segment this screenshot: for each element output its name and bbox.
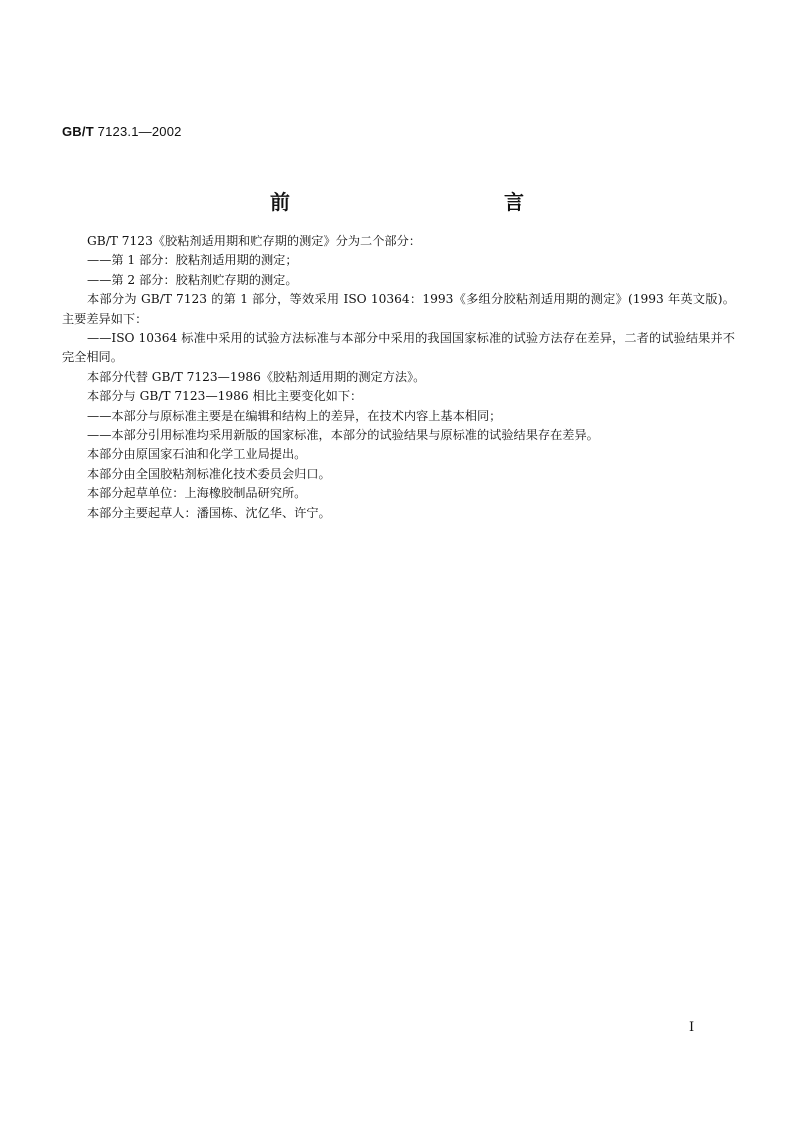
- paragraph-replaces: 本部分代替 GB/T 7123—1986《胶粘剂适用期的测定方法》。: [87, 369, 426, 384]
- standard-prefix: GB/T: [62, 124, 94, 139]
- standard-number: 7123.1—2002: [97, 124, 182, 139]
- paragraph-difference: ——ISO 10364 标准中采用的试验方法标准与本部分中采用的我国国家标准的试验方法存在差异，二者的试验结果并不完全相同。: [62, 331, 735, 365]
- page-title: 前 言: [270, 190, 582, 214]
- paragraph-part-1: ——第 1 部分：胶粘剂适用期的测定；: [87, 253, 298, 268]
- paragraph-changes-intro: 本部分与 GB/T 7123—1986 相比主要变化如下：: [87, 389, 363, 404]
- paragraph-drafters: 本部分主要起草人：潘国栋、沈亿华、许宁。: [87, 505, 331, 520]
- paragraph-parts-intro: GB/T 7123《胶粘剂适用期和贮存期的测定》分为二个部分：: [87, 234, 421, 248]
- paragraph-equivalence: 本部分为 GB/T 7123 的第 1 部分，等效采用 ISO 10364：1993《多组分胶粘剂适用期的测定》(1993 年英文版)。主要差异如下：: [62, 292, 735, 326]
- paragraph-part-2: ——第 2 部分：胶粘剂贮存期的测定。: [87, 272, 298, 287]
- paragraph-centralized-by: 本部分由全国胶粘剂标准化技术委员会归口。: [87, 466, 331, 481]
- standard-code: [62, 124, 182, 139]
- foreword-body: [62, 232, 735, 523]
- page-number: I: [689, 1020, 695, 1035]
- paragraph-change-1: ——本部分与原标准主要是在编辑和结构上的差异，在技术内容上基本相同；: [87, 408, 502, 423]
- paragraph-drafting-unit: 本部分起草单位：上海橡胶制品研究所。: [87, 486, 307, 501]
- paragraph-change-2: ——本部分引用标准均采用新版的国家标准，本部分的试验结果与原标准的试验结果存在差异。: [87, 428, 599, 443]
- paragraph-proposed-by: 本部分由原国家石油和化学工业局提出。: [87, 447, 307, 462]
